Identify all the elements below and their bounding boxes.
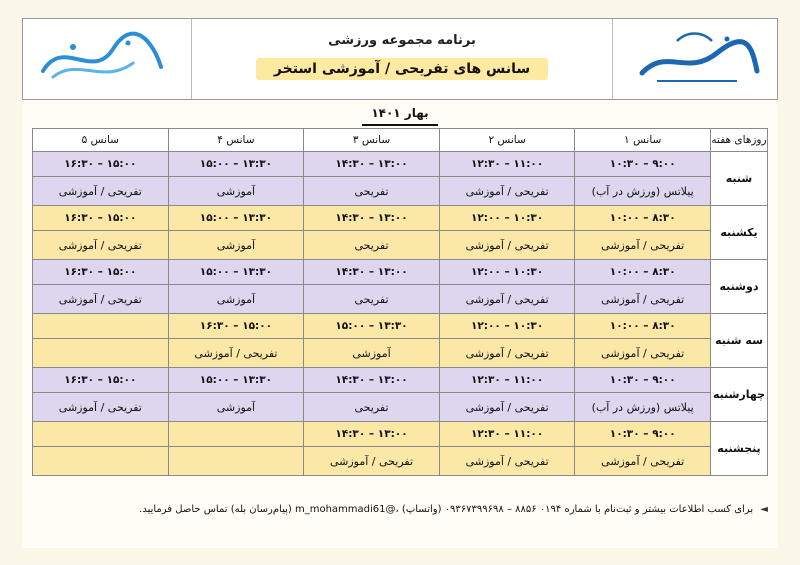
session-time: ۱۳:۳۰ – ۱۵:۰۰	[168, 152, 304, 177]
logo-left	[33, 27, 173, 91]
session-time: ۱۰:۳۰ – ۱۲:۰۰	[439, 206, 575, 231]
session-time: ۱۱:۰۰ – ۱۲:۳۰	[439, 422, 575, 447]
session-type	[33, 447, 169, 476]
table-row	[33, 260, 768, 285]
session-time: ۱۳:۳۰ – ۱۵:۰۰	[168, 206, 304, 231]
day-label: شنبه	[711, 152, 768, 206]
col-header-session-2: سانس ۲	[439, 129, 575, 152]
col-header-session-5: سانس ۵	[33, 129, 169, 152]
session-time: ۱۵:۰۰ – ۱۶:۳۰	[168, 314, 304, 339]
header-row	[33, 129, 768, 152]
session-type: آموزشی	[304, 339, 440, 368]
header	[22, 18, 778, 100]
page-title: برنامه مجموعه ورزشی	[328, 33, 476, 48]
season-label: بهار ۱۴۰۱	[362, 106, 438, 126]
session-type: تفریحی / آموزشی	[33, 177, 169, 206]
session-type: تفریحی / آموزشی	[168, 339, 304, 368]
session-type: تفریحی / آموزشی	[575, 285, 711, 314]
session-time: ۱۱:۰۰ – ۱۲:۳۰	[439, 152, 575, 177]
session-type: تفریحی	[304, 177, 440, 206]
day-label: پنجشنبه	[711, 422, 768, 476]
session-time: ۱۳:۳۰ – ۱۵:۰۰	[304, 314, 440, 339]
session-time: ۱۳:۰۰ – ۱۴:۳۰	[304, 152, 440, 177]
session-type	[33, 339, 169, 368]
session-time: ۱۳:۰۰ – ۱۴:۳۰	[304, 368, 440, 393]
table-row	[33, 393, 768, 422]
page-subtitle: سانس های تفریحی / آموزشی استخر	[256, 58, 548, 80]
col-header-session-4: سانس ۴	[168, 129, 304, 152]
session-type: تفریحی / آموزشی	[33, 393, 169, 422]
session-time: ۱۳:۰۰ – ۱۴:۳۰	[304, 206, 440, 231]
session-type: تفریحی / آموزشی	[439, 447, 575, 476]
session-type: تفریحی / آموزشی	[304, 447, 440, 476]
session-type: آموزشی	[168, 393, 304, 422]
session-type: تفریحی / آموزشی	[439, 231, 575, 260]
session-time: ۹:۰۰ – ۱۰:۳۰	[575, 152, 711, 177]
session-type: تفریحی	[304, 231, 440, 260]
session-time: ۹:۰۰ – ۱۰:۳۰	[575, 422, 711, 447]
logo-right	[627, 27, 767, 91]
session-time	[168, 422, 304, 447]
session-type: تفریحی / آموزشی	[33, 231, 169, 260]
table-row	[33, 314, 768, 339]
session-time: ۱۵:۰۰ – ۱۶:۳۰	[33, 152, 169, 177]
session-time: ۱۳:۰۰ – ۱۴:۳۰	[304, 422, 440, 447]
session-type: تفریحی / آموزشی	[575, 231, 711, 260]
table-row	[33, 177, 768, 206]
session-type: تفریحی	[304, 285, 440, 314]
session-time: ۱۵:۰۰ – ۱۶:۳۰	[33, 368, 169, 393]
session-type: تفریحی / آموزشی	[33, 285, 169, 314]
session-type: تفریحی / آموزشی	[439, 393, 575, 422]
schedule-table	[32, 128, 768, 476]
table-row	[33, 285, 768, 314]
schedule-page	[22, 18, 778, 548]
session-time: ۱۵:۰۰ – ۱۶:۳۰	[33, 260, 169, 285]
session-time	[33, 314, 169, 339]
session-time: ۸:۳۰ – ۱۰:۰۰	[575, 314, 711, 339]
session-time: ۱۵:۰۰ – ۱۶:۳۰	[33, 206, 169, 231]
session-time: ۱۰:۳۰ – ۱۲:۰۰	[439, 260, 575, 285]
session-time: ۹:۰۰ – ۱۰:۳۰	[575, 368, 711, 393]
session-type	[168, 447, 304, 476]
table-row	[33, 368, 768, 393]
title-block	[191, 19, 613, 99]
table-row	[33, 206, 768, 231]
day-label: یکشنبه	[711, 206, 768, 260]
session-type: آموزشی	[168, 285, 304, 314]
session-type: تفریحی / آموزشی	[575, 339, 711, 368]
col-header-days: روزهای هفته	[711, 129, 768, 152]
session-type: تفریحی / آموزشی	[575, 447, 711, 476]
arrow-left-icon: ◄	[760, 504, 768, 515]
footer-note	[32, 504, 768, 524]
session-time: ۱۱:۰۰ – ۱۲:۳۰	[439, 368, 575, 393]
session-type: آموزشی	[168, 177, 304, 206]
session-time: ۱۳:۳۰ – ۱۵:۰۰	[168, 260, 304, 285]
col-header-session-3: سانس ۳	[304, 129, 440, 152]
footer-text: برای کسب اطلاعات بیشتر و ثبت‌نام با شماره ۰۱۹۴ ۸۸۵۶ – ۰۹۳۶۷۳۹۹۶۹۸ (واتساپ) ،@m_mohammadi61 (پیام‌رسان بله) تماس حاصل فرمایید.	[139, 504, 754, 515]
session-type: تفریحی / آموزشی	[439, 177, 575, 206]
session-type: تفریحی	[304, 393, 440, 422]
table-row	[33, 422, 768, 447]
session-type: پیلاتس (ورزش در آب)	[575, 393, 711, 422]
session-type: تفریحی / آموزشی	[439, 285, 575, 314]
table-row	[33, 339, 768, 368]
col-header-session-1: سانس ۱	[575, 129, 711, 152]
session-time: ۸:۳۰ – ۱۰:۰۰	[575, 206, 711, 231]
session-time: ۸:۳۰ – ۱۰:۰۰	[575, 260, 711, 285]
session-type: تفریحی / آموزشی	[439, 339, 575, 368]
session-time: ۱۰:۳۰ – ۱۲:۰۰	[439, 314, 575, 339]
table-row	[33, 152, 768, 177]
session-time	[33, 422, 169, 447]
day-label: چهارشنبه	[711, 368, 768, 422]
table-row	[33, 231, 768, 260]
session-type: آموزشی	[168, 231, 304, 260]
table-row	[33, 447, 768, 476]
session-time: ۱۳:۰۰ – ۱۴:۳۰	[304, 260, 440, 285]
day-label: سه شنبه	[711, 314, 768, 368]
day-label: دوشنبه	[711, 260, 768, 314]
session-type: پیلاتس (ورزش در آب)	[575, 177, 711, 206]
session-time: ۱۳:۳۰ – ۱۵:۰۰	[168, 368, 304, 393]
